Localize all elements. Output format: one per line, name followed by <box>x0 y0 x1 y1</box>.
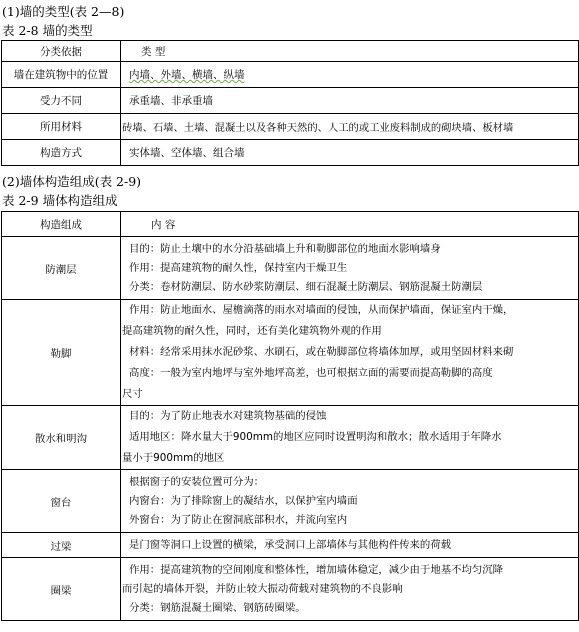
column-header-component: 构造组成 <box>2 212 121 237</box>
content-line: 分类：卷材防潮层、防水砂浆防潮层、细石混凝土防潮层、钢筋混凝土防潮层 <box>129 280 483 293</box>
content-line: 目的：为了防止地表水对建筑物基础的侵蚀 <box>129 410 327 422</box>
wall-types-table <box>1 40 579 166</box>
component-content <box>121 237 579 300</box>
content-line: 量小于900mm的地区 <box>122 452 225 464</box>
component-name: 过梁 <box>2 533 121 558</box>
table-2-9-caption: 表 2-9 墙体构造组成 <box>2 193 118 208</box>
content-line: 作用：提高建筑物的耐久性，保持室内干燥卫生 <box>129 261 348 274</box>
row-basis: 墙在建筑物中的位置 <box>2 62 121 88</box>
component-name: 勒脚 <box>2 300 121 406</box>
table-row <box>2 558 579 621</box>
table-row <box>2 62 579 88</box>
component-content <box>121 300 579 406</box>
row-types: 承重墙、非承重墙 <box>121 88 579 114</box>
table-row <box>2 140 579 166</box>
table-row <box>2 470 579 533</box>
component-content <box>121 470 579 533</box>
column-header-content: 内 容 <box>121 212 579 237</box>
content-line: 高度：一般为室内地坪与室外地坪高差，也可根据立面的需要而提高勒脚的高度 <box>129 367 493 379</box>
content-line: 目的：防止土壤中的水分沿基础墙上升和勒脚部位的地面水影响墙身 <box>129 242 441 255</box>
content-line: 适用地区：降水量大于900mm的地区应同时设置明沟和散水；散水适用于年降水 <box>129 431 502 443</box>
content-line: 内窗台：为了排除窗上的凝结水，以保护室内墙面 <box>129 494 358 507</box>
row-basis: 所用材料 <box>2 114 121 140</box>
table-row <box>2 237 579 300</box>
content-line: 而引起的墙体开裂，并防止较大振动荷载对建筑物的不良影响 <box>122 582 403 595</box>
content-line: 提高建筑物的耐久性，同时，还有美化建筑物外观的作用 <box>122 325 382 337</box>
component-content <box>121 533 579 558</box>
content-line: 作用：提高建筑物的空间刚度和整体性，增加墙体稳定，减少由于地基不均匀沉降 <box>129 563 504 576</box>
column-header-basis: 分类依据 <box>2 41 121 62</box>
component-name: 圈梁 <box>2 558 121 621</box>
component-content <box>121 558 579 621</box>
table-row <box>2 300 579 406</box>
table-row <box>2 88 579 114</box>
row-basis: 受力不同 <box>2 88 121 114</box>
component-name: 散水和明沟 <box>2 406 121 470</box>
component-content <box>121 406 579 470</box>
table-row <box>2 406 579 470</box>
component-name: 防潮层 <box>2 237 121 300</box>
section1-heading: (1)墙的类型(表 2—8) <box>2 4 125 19</box>
content-line: 作用：防止地面水、屋檐滴落的雨水对墙面的侵蚀，从而保护墙面，保证室内干燥， <box>129 304 514 316</box>
table-row <box>2 533 579 558</box>
row-types: 实体墙、空体墙、组合墙 <box>121 140 579 166</box>
section2-heading: (2)墙体构造组成(表 2-9) <box>2 174 142 189</box>
table-2-8-caption: 表 2-8 墙的类型 <box>2 23 93 38</box>
content-line: 外窗台：为了防止在窗洞底部积水，并流向室内 <box>129 513 348 526</box>
wall-construction-table <box>1 211 579 621</box>
content-line: 是门窗等洞口上设置的横梁，承受洞口上部墙体与其他构件传来的荷载 <box>129 538 452 551</box>
row-basis: 构造方式 <box>2 140 121 166</box>
content-line: 材料：经常采用抹水泥砂浆、水刷石，或在勒脚部位将墙体加厚，或用坚固材料来砌 <box>129 346 514 358</box>
row-types: 砖墙、石墙、土墙、混凝土以及各种天然的、人工的或工业废料制成的砌块墙、板材墙 <box>121 114 579 140</box>
table-row <box>2 114 579 140</box>
content-line: 根据窗子的安装位置可分为： <box>129 475 265 488</box>
column-header-types: 类 型 <box>121 41 579 62</box>
content-line: 尺寸 <box>122 388 143 400</box>
row-types: 内墙、外墙、横墙、纵墙 <box>121 62 579 88</box>
component-name: 窗台 <box>2 470 121 533</box>
content-line: 分类：钢筋混凝土圈梁、钢筋砖圈梁。 <box>129 601 306 614</box>
